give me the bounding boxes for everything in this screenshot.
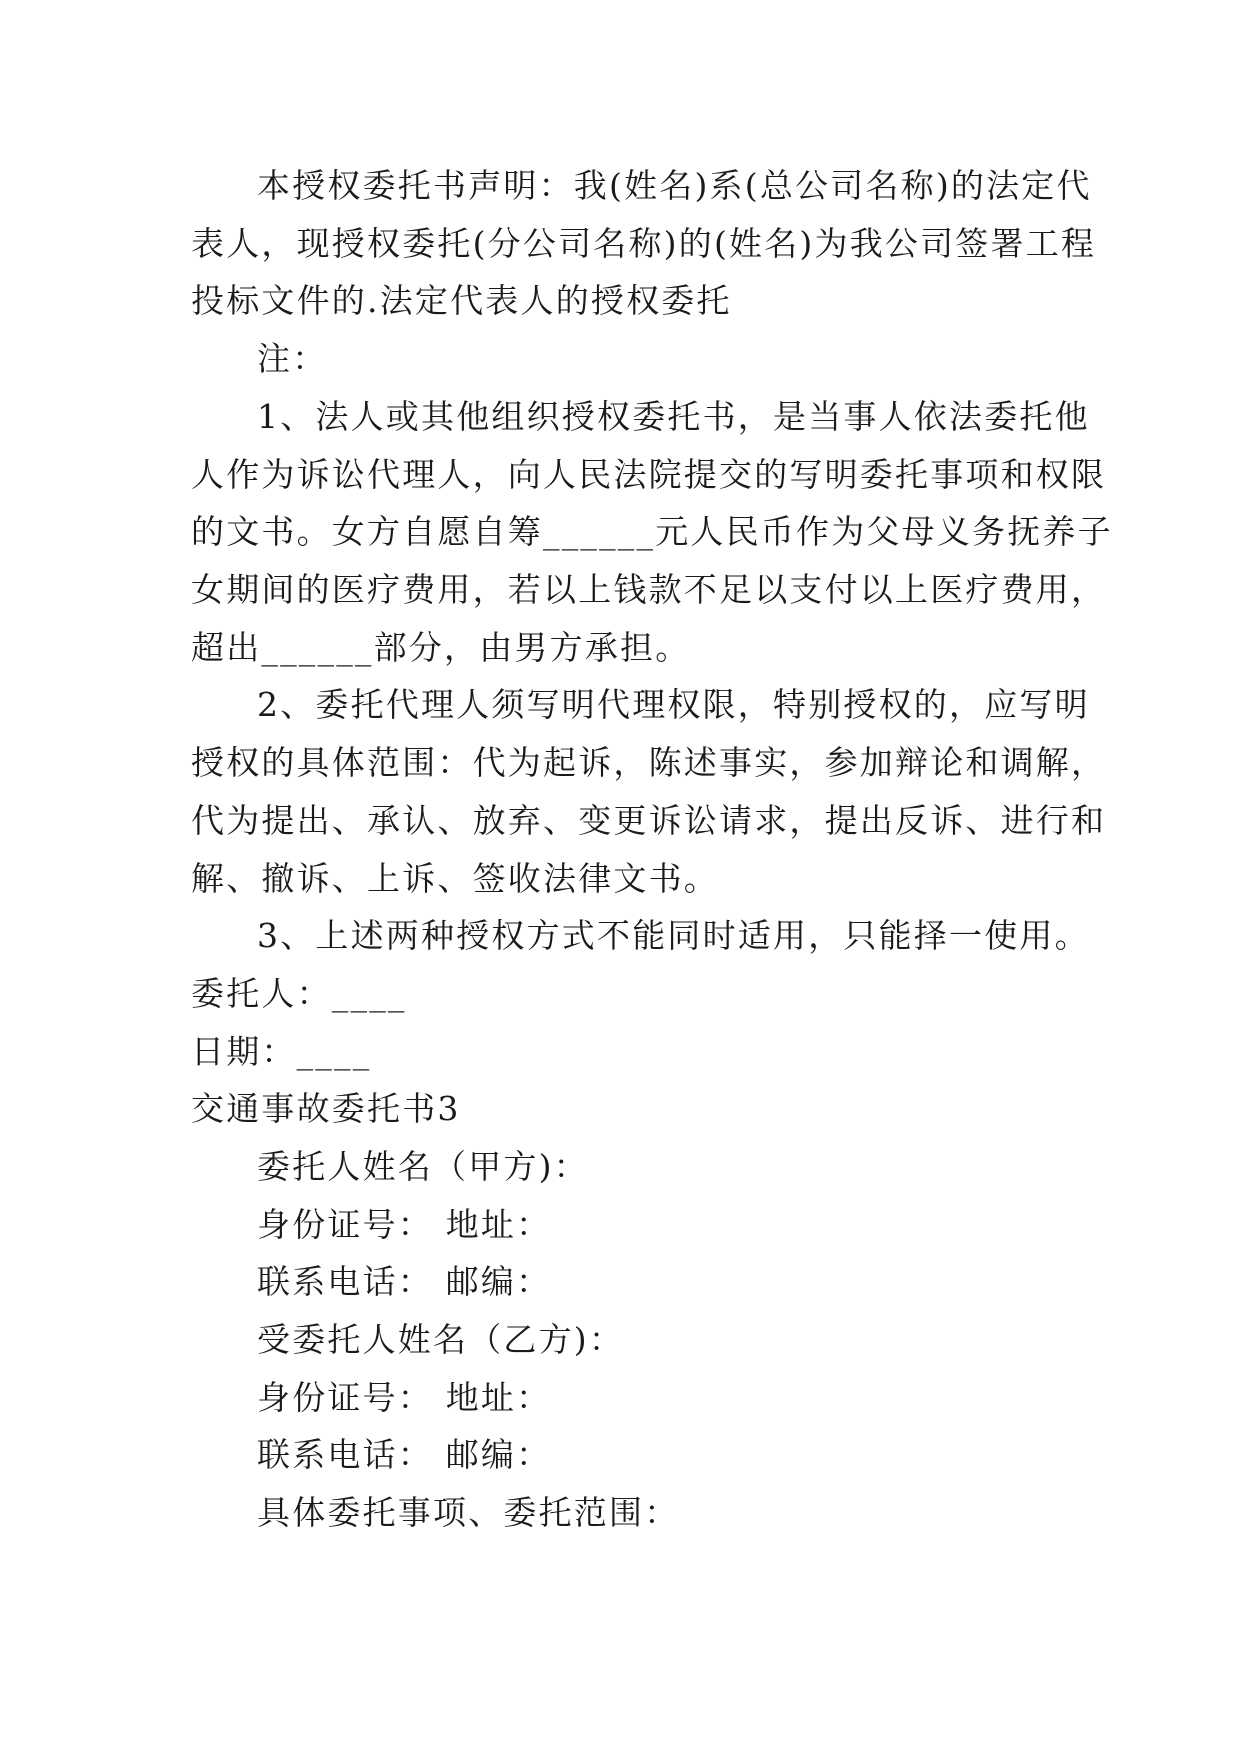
principal-phone-postcode-field: 联系电话： 邮编： (257, 1262, 552, 1301)
agent-id-address-field: 身份证号： 地址： (257, 1378, 552, 1417)
note-1-line-3: 的文书。女方自愿自筹______元人民币作为父母义务抚养子 (191, 512, 1113, 551)
note-1-line-4: 女期间的医疗费用，若以上钱款不足以支付以上医疗费用， (191, 570, 1107, 609)
principal-signature-line: 委托人：____ (191, 974, 407, 1013)
principal-name-field: 委托人姓名（甲方)： (257, 1147, 589, 1186)
note-1-line-5: 超出______部分，由男方承担。 (191, 628, 691, 667)
authorization-statement-line-3: 投标文件的.法定代表人的授权委托 (191, 281, 732, 320)
authorization-statement-line-1: 本授权委托书声明：我(姓名)系(总公司名称)的法定代 (257, 166, 1092, 205)
delegation-scope-field: 具体委托事项、委托范围： (257, 1493, 680, 1532)
agent-phone-postcode-field: 联系电话： 邮编： (257, 1435, 552, 1474)
note-2-line-2: 授权的具体范围：代为起诉，陈述事实，参加辩论和调解， (191, 743, 1107, 782)
section-title: 交通事故委托书3 (191, 1089, 461, 1128)
note-1-line-2: 人作为诉讼代理人，向人民法院提交的写明委托事项和权限 (191, 455, 1107, 494)
authorization-statement-line-2: 表人，现授权委托(分公司名称)的(姓名)为我公司签署工程 (191, 224, 1097, 263)
note-3: 3、上述两种授权方式不能同时适用，只能择一使用。 (257, 916, 1090, 955)
note-2-line-1: 2、委托代理人须写明代理权限，特别授权的，应写明 (257, 685, 1090, 724)
notes-heading: 注： (257, 339, 328, 378)
note-1-line-1: 1、法人或其他组织授权委托书，是当事人依法委托他 (257, 397, 1090, 436)
date-line: 日期：____ (191, 1032, 372, 1071)
note-2-line-4: 解、撤诉、上诉、签收法律文书。 (191, 859, 719, 898)
note-2-line-3: 代为提出、承认、放弃、变更诉讼请求，提出反诉、进行和 (191, 801, 1107, 840)
agent-name-field: 受委托人姓名（乙方)： (257, 1320, 625, 1359)
principal-id-address-field: 身份证号： 地址： (257, 1205, 552, 1244)
